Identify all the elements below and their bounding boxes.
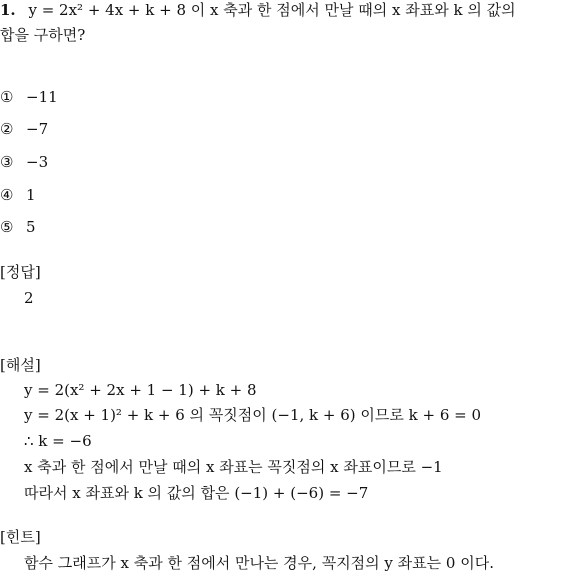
- answer-label: [정답]: [0, 263, 41, 281]
- solution-line-2: y = 2(x + 1)² + k + 6 의 꼭짓점이 (−1, k + 6) 이므로 k + 6 = 0: [24, 406, 482, 424]
- solution-line-3: ∴ k = −6: [24, 432, 92, 450]
- option-5[interactable]: [0, 217, 36, 237]
- option-2-mark: ②: [0, 120, 14, 138]
- option-4-value: 1: [26, 186, 36, 204]
- hint-text: 함수 그래프가 x 축과 한 점에서 만나는 경우, 꼭지점의 y 좌표는 0 이다.: [24, 554, 494, 572]
- option-1-mark: ①: [0, 88, 14, 106]
- solution-line-5: 따라서 x 좌표와 k 의 값의 합은 (−1) + (−6) = −7: [24, 484, 369, 502]
- option-1[interactable]: [0, 87, 58, 107]
- option-3[interactable]: [0, 152, 48, 172]
- solution-line-4: x 축과 한 점에서 만날 때의 x 좌표는 꼭짓점의 x 좌표이므로 −1: [24, 458, 443, 476]
- option-3-mark: ③: [0, 153, 14, 171]
- option-5-mark: ⑤: [0, 218, 14, 236]
- option-4[interactable]: [0, 185, 36, 205]
- option-1-value: −11: [26, 88, 58, 106]
- question-text-1: y = 2x² + 4x + k + 8 이 x 축과 한 점에서 만날 때의 x 좌표와 k 의 값의: [28, 1, 516, 19]
- solution-label: [해설]: [0, 356, 41, 374]
- option-5-value: 5: [26, 218, 36, 236]
- question-number: 1.: [0, 1, 16, 19]
- question-line-1: [0, 0, 516, 20]
- option-4-mark: ④: [0, 186, 14, 204]
- option-3-value: −3: [26, 153, 49, 171]
- hint-label: [힌트]: [0, 528, 41, 546]
- option-2-value: −7: [26, 120, 49, 138]
- answer-value: 2: [24, 289, 34, 307]
- option-2[interactable]: [0, 119, 48, 139]
- solution-line-1: y = 2(x² + 2x + 1 − 1) + k + 8: [24, 381, 257, 399]
- question-text-2: 합을 구하면?: [0, 26, 86, 44]
